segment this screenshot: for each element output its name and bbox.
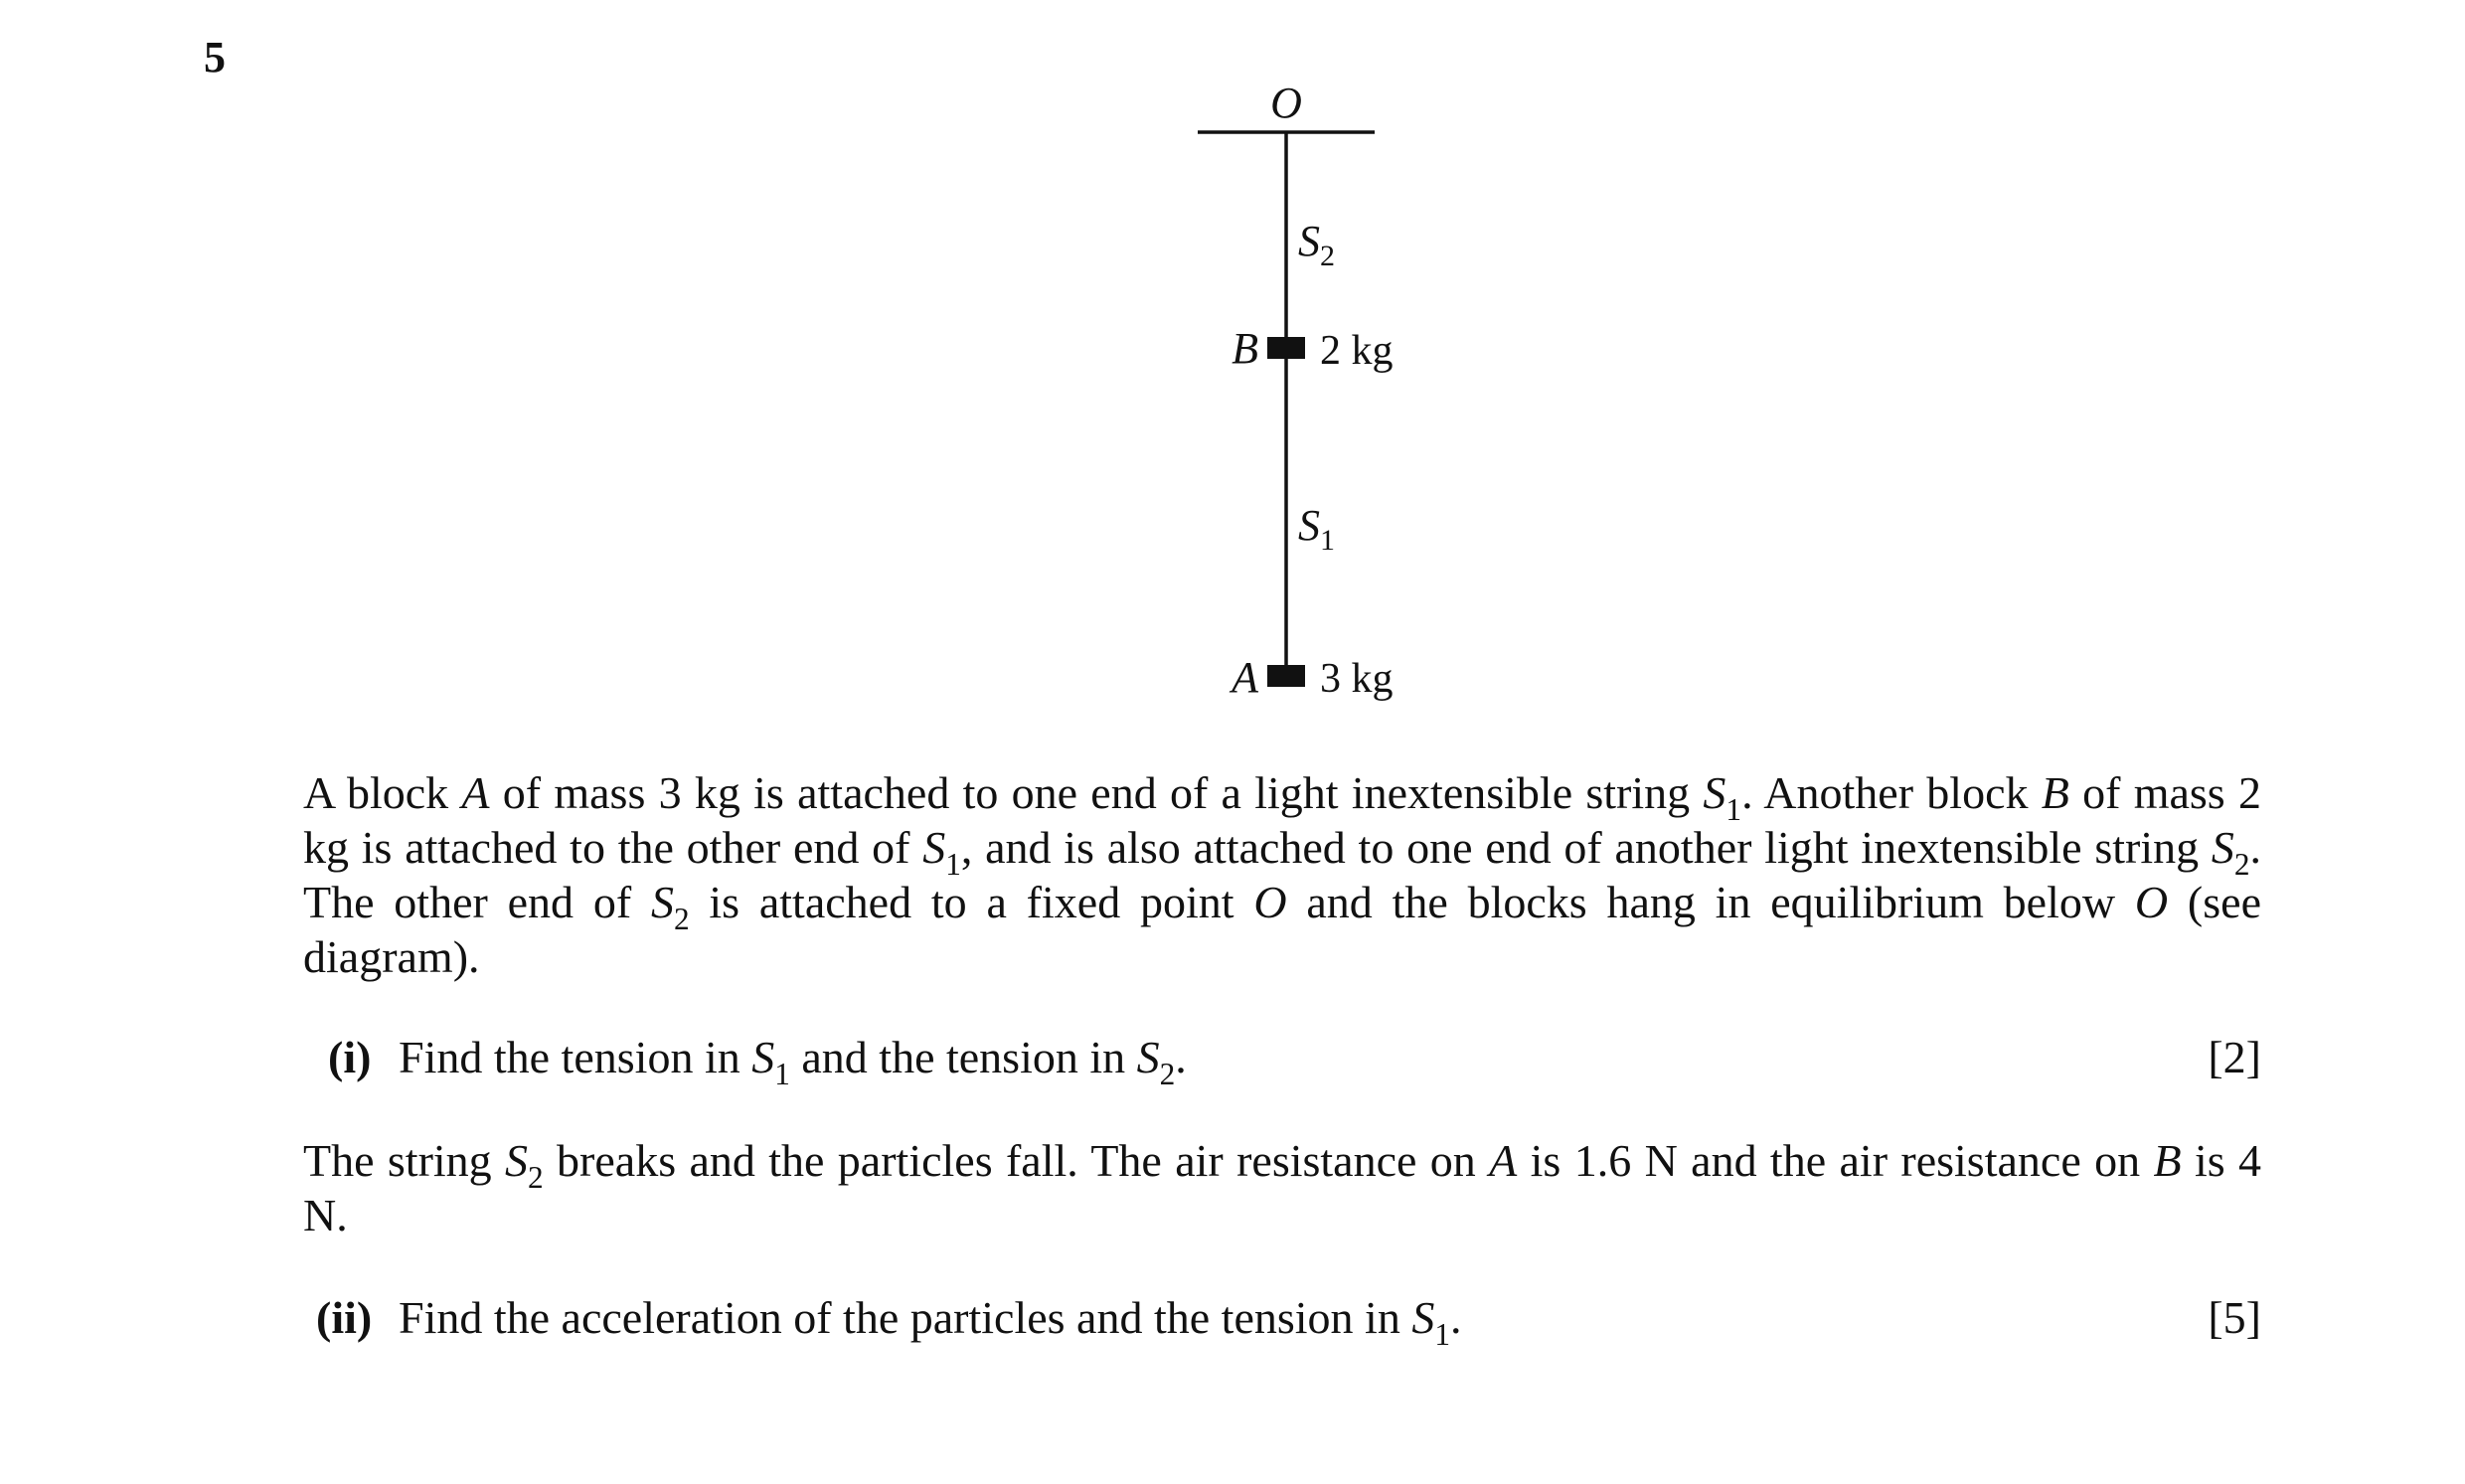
symbol-s: S — [1703, 767, 1726, 818]
s1-label — [1298, 501, 1335, 557]
block-a — [1267, 665, 1305, 687]
symbol-o: O — [2134, 877, 2169, 927]
intro-text: of mass 3 kg is attached to one end of a light inextensible string — [489, 767, 1704, 818]
subscript: 1 — [1726, 791, 1742, 827]
middle-text: is 4 N. — [303, 1135, 2261, 1240]
middle-text: is 1.6 N and the air resistance on — [1517, 1135, 2154, 1186]
symbol-s: S — [922, 822, 946, 873]
symbol-s: S — [505, 1135, 529, 1186]
part-text: and the tension in — [789, 1032, 1137, 1082]
symbol-s: S — [1411, 1292, 1435, 1343]
subscript: 1 — [945, 846, 961, 882]
part-ii-marks: [5] — [2208, 1292, 2261, 1343]
intro-text: and the blocks hang in equilibrium below — [1286, 877, 2135, 927]
symbol-s: S — [1136, 1032, 1160, 1082]
part-i-text — [399, 1030, 1187, 1091]
intro-text: A block — [303, 767, 462, 818]
part-i-label: (i) — [328, 1032, 372, 1082]
part-i-marks: [2] — [2208, 1032, 2261, 1082]
middle-text: breaks and the particles fall. The air resistance on — [543, 1135, 1490, 1186]
symbol-b: B — [2041, 767, 2069, 818]
intro-text: (see diagram). — [303, 877, 2261, 982]
part-text: . — [1175, 1032, 1187, 1082]
s1-symbol: S — [1298, 501, 1320, 550]
part-ii-label: (ii) — [316, 1292, 373, 1343]
intro-text: of mass 2 kg is attached to the other end of — [303, 767, 2261, 873]
symbol-s: S — [2211, 822, 2234, 873]
s2-label — [1298, 217, 1335, 272]
block-a-mass: 3 kg — [1320, 656, 1394, 702]
middle-paragraph — [303, 1133, 2261, 1242]
middle-text: The string — [303, 1135, 506, 1186]
symbol-s: S — [751, 1032, 775, 1082]
symbol-o: O — [1253, 877, 1287, 927]
intro-text: , and is also attached to one end of another light inextensible string — [960, 822, 2212, 873]
intro-paragraph — [303, 765, 2261, 984]
block-b-label: B — [1232, 324, 1258, 373]
subscript: 2 — [673, 901, 690, 936]
part-text: Find the acceleration of the particles and the tension in — [399, 1292, 1412, 1343]
symbol-s: S — [650, 877, 674, 927]
part-text: Find the tension in — [399, 1032, 752, 1082]
intro-text: is attached to a fixed point — [689, 877, 1254, 927]
block-b — [1267, 337, 1305, 359]
subscript: 2 — [2233, 846, 2250, 882]
s1-subscript: 1 — [1320, 524, 1335, 557]
intro-text: . Another block — [1741, 767, 2042, 818]
point-o-label: O — [1270, 79, 1302, 127]
subscript: 2 — [528, 1159, 544, 1195]
symbol-a: A — [1489, 1135, 1518, 1186]
subscript: 1 — [774, 1056, 790, 1091]
symbol-b: B — [2153, 1135, 2182, 1186]
s2-symbol: S — [1298, 217, 1320, 265]
question-part-ii — [303, 1290, 2261, 1350]
symbol-a: A — [461, 767, 490, 818]
question-number: 5 — [204, 33, 226, 82]
intro-text: . The other end of — [303, 822, 2262, 927]
part-ii-text — [399, 1290, 1462, 1352]
subscript: 2 — [1159, 1056, 1176, 1091]
part-text: . — [1449, 1292, 1462, 1343]
block-b-mass: 2 kg — [1320, 328, 1394, 374]
question-part-i — [303, 1030, 2261, 1089]
hanging-blocks-diagram — [1093, 60, 1491, 736]
s2-subscript: 2 — [1320, 240, 1335, 272]
subscript: 1 — [1434, 1316, 1450, 1352]
block-a-label: A — [1232, 653, 1258, 702]
